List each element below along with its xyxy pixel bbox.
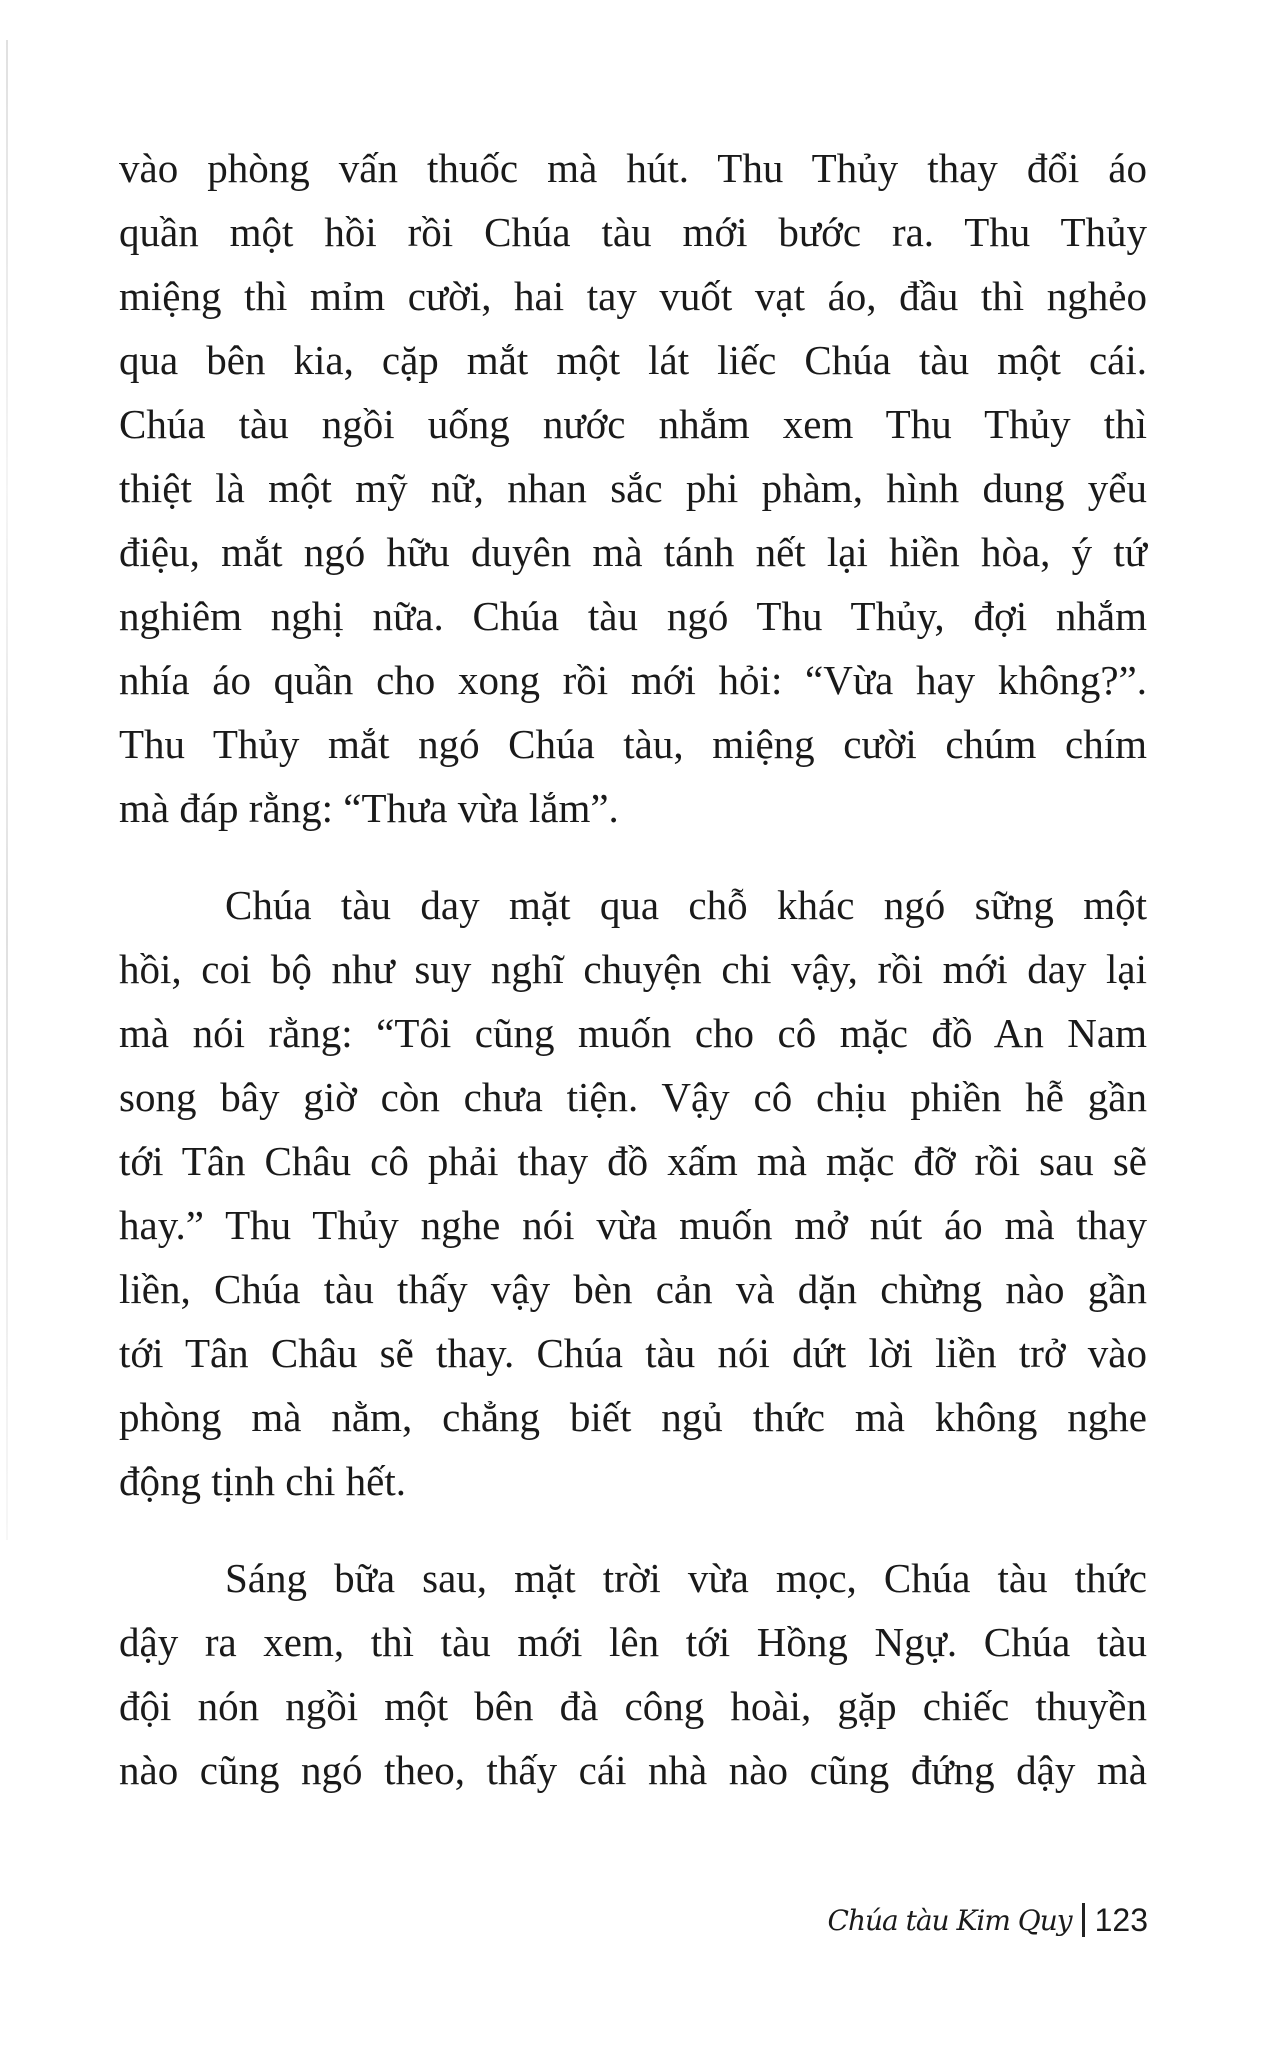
text-line: Thu Thủy mắt ngó Chúa tàu, miệng cười chúm chím [119, 721, 1147, 767]
text-line: tới Tân Châu cô phải thay đồ xấm mà mặc đỡ rồi sau sẽ [119, 1138, 1147, 1184]
page-edge-shadow [6, 40, 8, 1540]
text-line: quần một hồi rồi Chúa tàu mới bước ra. Thu Thủy [119, 209, 1147, 255]
page-footer [828, 1898, 1148, 1942]
text-line: động tịnh chi hết. [119, 1458, 406, 1504]
body-text [119, 136, 1147, 1835]
text-line: hồi, coi bộ như suy nghĩ chuyện chi vậy, rồi mới day lại [119, 946, 1147, 992]
text-line: hay.” Thu Thủy nghe nói vừa muốn mở nút áo mà thay [119, 1202, 1147, 1248]
text-line: tới Tân Châu sẽ thay. Chúa tàu nói dứt lời liền trở vào [119, 1330, 1147, 1376]
text-line: nào cũng ngó theo, thấy cái nhà nào cũng đứng dậy mà [119, 1747, 1147, 1793]
text-line: song bây giờ còn chưa tiện. Vậy cô chịu phiền hễ gần [119, 1074, 1147, 1120]
text-line: miệng thì mỉm cười, hai tay vuốt vạt áo, đầu thì nghẻo [119, 273, 1147, 319]
text-line: Chúa tàu day mặt qua chỗ khác ngó sững một [225, 882, 1147, 928]
running-book-title: Chúa tàu Kim Quy [827, 1903, 1072, 1937]
text-line: mà đáp rằng: “Thưa vừa lắm”. [119, 785, 619, 831]
text-line: nghiêm nghị nữa. Chúa tàu ngó Thu Thủy, đợi nhắm [119, 593, 1147, 639]
page-number: 123 [1094, 1901, 1148, 1938]
text-line: thiệt là một mỹ nữ, nhan sắc phi phàm, hình dung yểu [119, 465, 1147, 511]
text-line: qua bên kia, cặp mắt một lát liếc Chúa tàu một cái. [119, 337, 1147, 383]
text-line: nhía áo quần cho xong rồi mới hỏi: “Vừa hay không?”. [119, 657, 1147, 703]
text-line: dậy ra xem, thì tàu mới lên tới Hồng Ngự. Chúa tàu [119, 1619, 1147, 1665]
text-line: vào phòng vấn thuốc mà hút. Thu Thủy thay đổi áo [119, 145, 1147, 191]
footer-divider [1082, 1903, 1085, 1937]
text-line: liền, Chúa tàu thấy vậy bèn cản và dặn chừng nào gần [119, 1266, 1147, 1312]
paragraph-2 [119, 873, 1147, 1513]
text-line: đội nón ngồi một bên đà công hoài, gặp chiếc thuyền [119, 1683, 1147, 1729]
text-line: điệu, mắt ngó hữu duyên mà tánh nết lại hiền hòa, ý tứ [119, 529, 1147, 575]
text-line: Sáng bữa sau, mặt trời vừa mọc, Chúa tàu thức [225, 1555, 1147, 1601]
paragraph-1 [119, 136, 1147, 840]
text-line: phòng mà nằm, chẳng biết ngủ thức mà không nghe [119, 1394, 1147, 1440]
paragraph-3 [119, 1546, 1147, 1802]
text-line: Chúa tàu ngồi uống nước nhắm xem Thu Thủy thì [119, 401, 1147, 447]
text-line: mà nói rằng: “Tôi cũng muốn cho cô mặc đồ An Nam [119, 1010, 1147, 1056]
